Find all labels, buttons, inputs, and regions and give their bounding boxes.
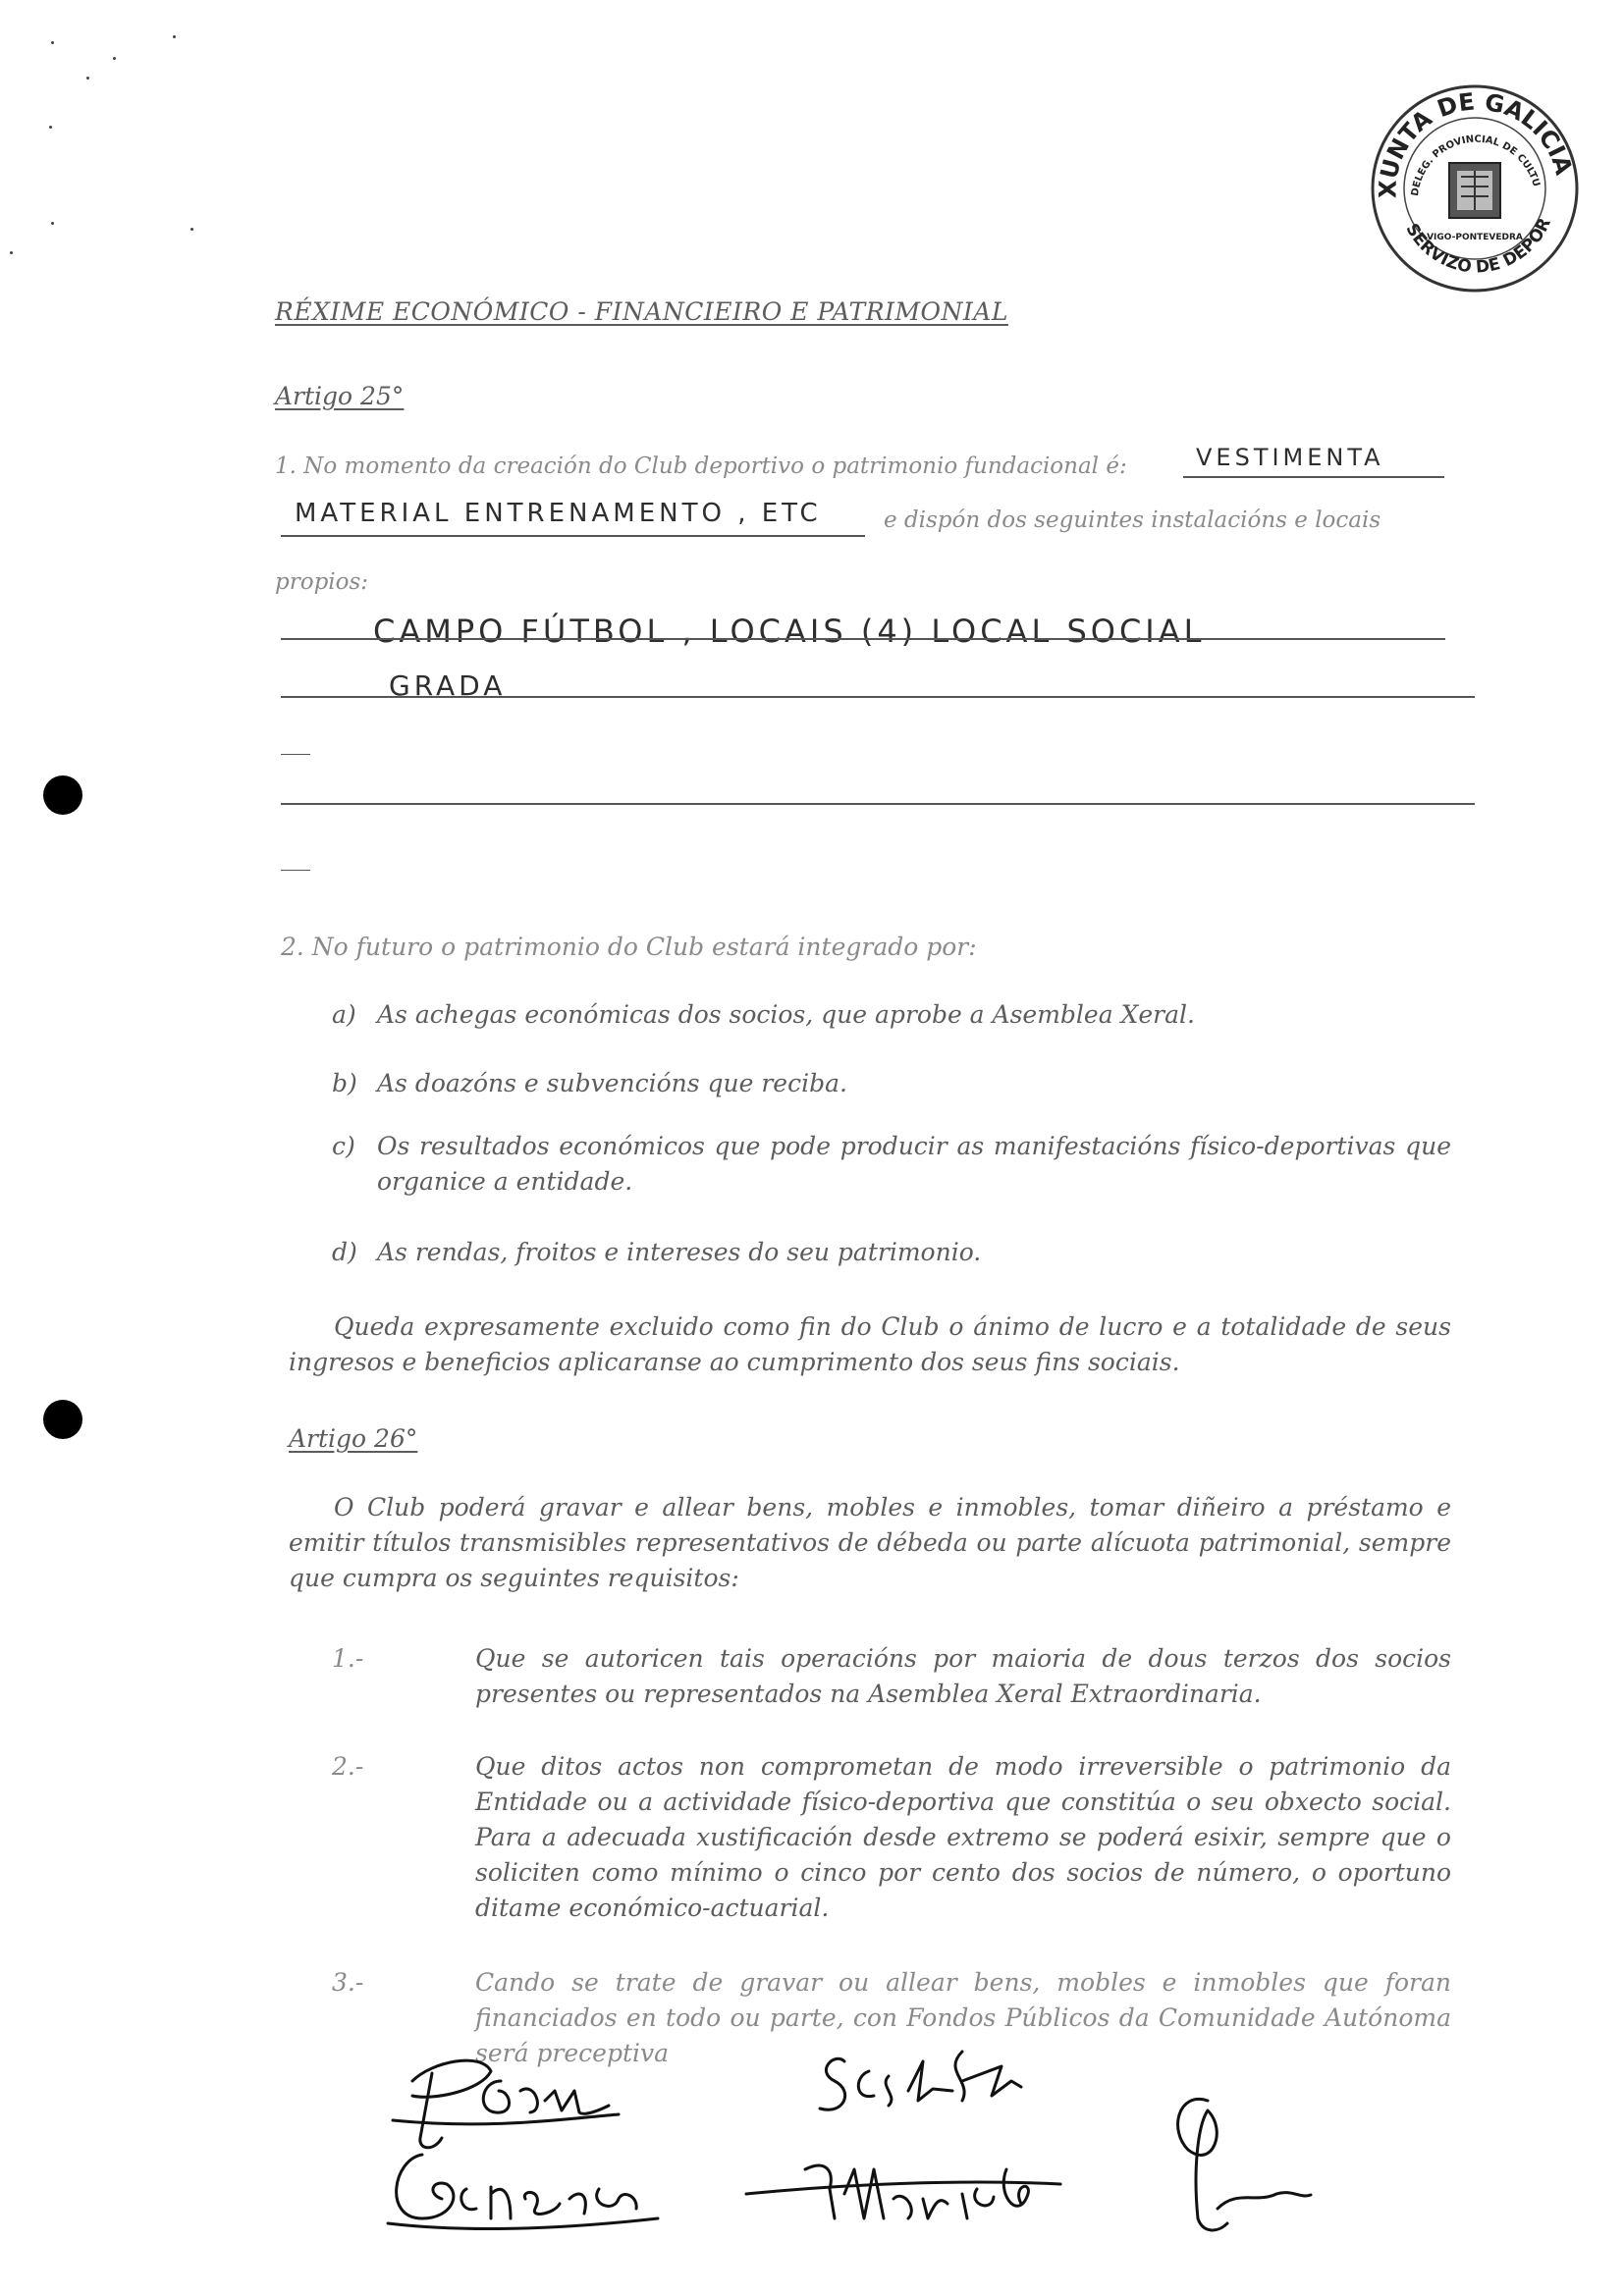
list-item-text: As rendas, froitos e intereses do seu patrimonio. xyxy=(377,1238,982,1266)
binder-hole xyxy=(43,1400,82,1439)
signature-2 xyxy=(820,2052,1021,2109)
stamp-ring-text: DELEG. PROVINCIAL DE CULTU xyxy=(1409,133,1542,197)
art25-p1-cont: e dispón dos seguintes instalacións e locais xyxy=(884,507,1381,533)
signatures-block xyxy=(373,2022,1316,2258)
art25-p1-lead: 1. No momento da creación do Club deportivo o patrimonio fundacional é: xyxy=(275,454,1127,479)
art25-hand-line-1: CAMPO FÚTBOL , LOCAIS (4) LOCAL SOCIAL xyxy=(373,613,1206,650)
list-item-label: b) xyxy=(332,1069,357,1097)
fill-line xyxy=(281,870,310,871)
signature-5 xyxy=(1178,2099,1311,2230)
list-item-label: d) xyxy=(332,1238,357,1266)
art25-hand-line-2: GRADA xyxy=(389,669,507,702)
fill-line xyxy=(1183,476,1444,478)
scan-speck xyxy=(51,41,54,44)
fill-line xyxy=(281,535,865,537)
stamp-bottom-text: SERVIZO DE DEPOR xyxy=(1401,215,1555,278)
signature-3 xyxy=(388,2155,658,2228)
art25-hand-value-b: MATERIAL ENTRENAMENTO , ETC xyxy=(295,499,822,528)
scan-speck xyxy=(86,77,89,80)
signature-1 xyxy=(393,2060,619,2148)
scan-speck xyxy=(190,228,193,231)
fill-line xyxy=(281,803,1475,805)
scan-speck xyxy=(49,126,52,129)
stamp-seal-graphic xyxy=(1367,80,1583,296)
art25-closing: Queda expresamente excluido como fin do Club o ánimo de lucro e a totalidade de seus ingresos e beneficios aplicaranse ao cumprimento dos seus fins sociais. xyxy=(289,1312,1451,1376)
list-item-text: As doazóns e subvencións que reciba. xyxy=(377,1069,847,1097)
scan-speck xyxy=(51,222,54,225)
list-item-text: As achegas económicas dos socios, que aprobe a Asemblea Xeral. xyxy=(377,1000,1195,1029)
fill-line xyxy=(281,638,1445,640)
binder-hole xyxy=(43,775,82,815)
list-item-text: Os resultados económicos que pode producir as manifestacións físico-deportivas que organice a entidade. xyxy=(377,1132,1451,1196)
art25-p2: 2. No futuro o patrimonio do Club estará integrado por: xyxy=(281,933,977,961)
list-item-label: 2.- xyxy=(332,1752,364,1781)
scan-speck xyxy=(173,35,176,38)
fill-line xyxy=(281,696,1475,698)
list-item-text: Que se autoricen tais operacións por maioria de dous terzos dos socios presentes ou representados na Asemblea Xeral Extraordinaria. xyxy=(475,1644,1451,1708)
list-item-text: Que ditos actos non comprometan de modo irreversible o patrimonio da Entidade ou a actividade físico-deportiva que constitúa o seu obxecto social. Para a adecuada xustificación desde extremo se poderá esixir, sempre que o soliciten como mínimo o cinco por cento dos socios de número, o oportuno ditame económico-actuarial. xyxy=(475,1752,1451,1922)
list-item-label: 3.- xyxy=(332,1968,364,1997)
stamp-top-text: XUNTA DE GALICIA xyxy=(1374,87,1578,199)
article-25-title: Artigo 25° xyxy=(275,382,405,410)
list-item-label: 1.- xyxy=(332,1644,364,1673)
scan-speck xyxy=(10,251,13,254)
art25-p1-end: propios: xyxy=(275,569,369,595)
list-item-text: Cando se trate de gravar ou allear bens, mobles e inmobles que foran financiados en todo ou parte, con Fondos Públicos da Comunidade Autónoma será preceptiva xyxy=(475,1968,1451,2067)
signature-4 xyxy=(746,2165,1060,2218)
official-stamp xyxy=(1367,80,1583,296)
scan-speck xyxy=(113,57,116,60)
list-item-label: a) xyxy=(332,1000,356,1029)
art26-intro: O Club poderá gravar e allear bens, mobles e inmobles, tomar diñeiro a préstamo e emitir títulos transmisibles representativos de débeda ou parte alícuota patrimonial, sempre que cumpra os seguintes requisitos: xyxy=(289,1493,1451,1592)
fill-line xyxy=(281,754,310,755)
list-item-label: c) xyxy=(332,1132,355,1160)
art25-hand-value-a: VESTIMENTA xyxy=(1196,444,1384,471)
stamp-inner-text: VIGO-PONTEVEDRA xyxy=(1427,233,1523,242)
article-26-title: Artigo 26° xyxy=(289,1424,418,1453)
section-heading: RÉXIME ECONÓMICO - FINANCIEIRO E PATRIMONIAL xyxy=(275,297,1008,326)
